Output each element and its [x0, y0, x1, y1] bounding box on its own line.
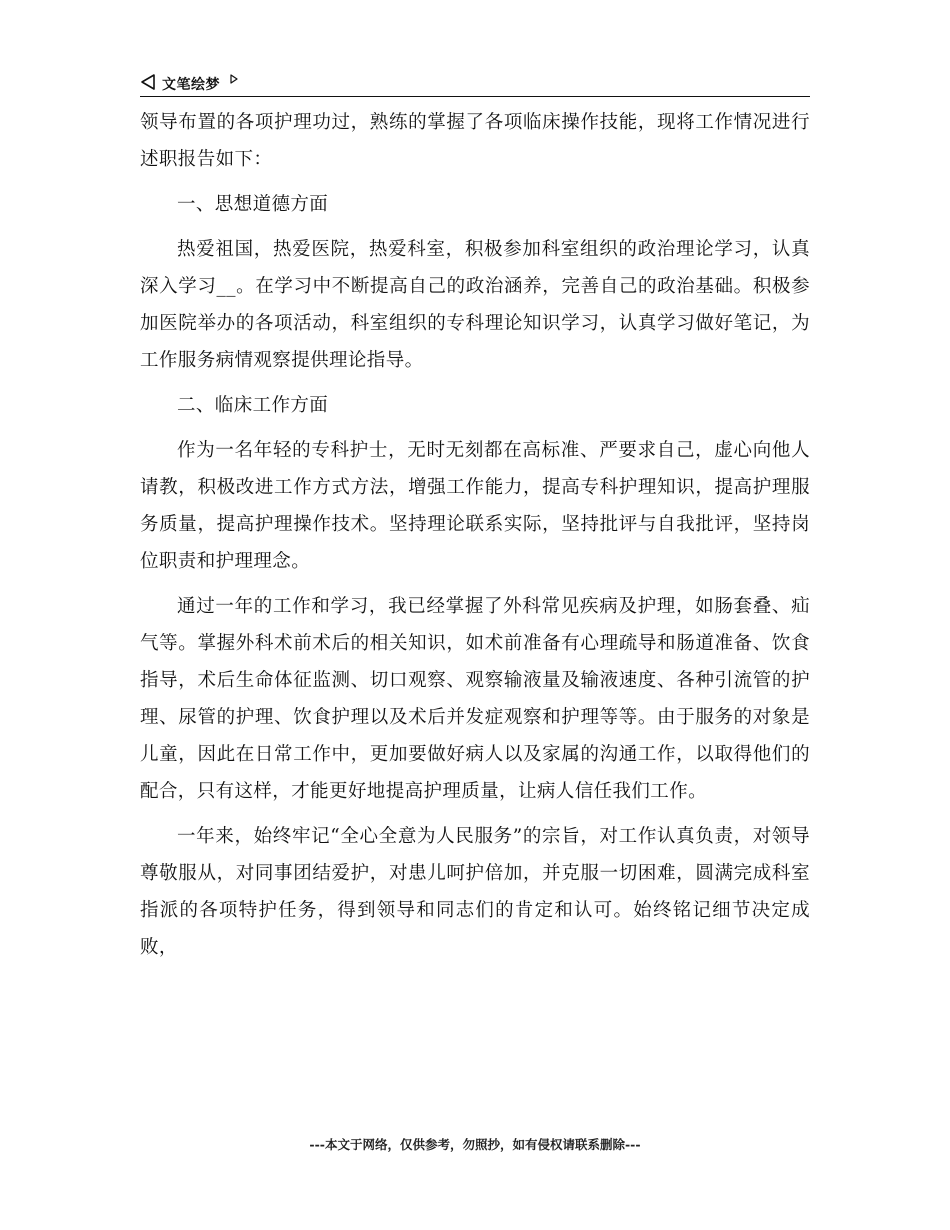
paragraph-ideology: 热爱祖国，热爱医院，热爱科室，积极参加科室组织的政治理论学习，认真深入学习__。在学习中不断提高自己的政治涵养，完善自己的政治基础。积极参加医院举办的各项活动，科室组织的专科理论知识学习，认真学习做好笔记，为工作服务病情观察提供理论指导。 [140, 239, 810, 371]
paragraph-clinical-3: 一年来，始终牢记“全心全意为人民服务”的宗旨，对工作认真负责，对领导尊敬服从，对同事团结爱护，对患儿呵护倍加，并克服一切困难，圆满完成科室指派的各项特护任务，得到领导和同志们的肯定和认可。始终铭记细节决定成败， [140, 826, 810, 958]
paragraph-clinical-2: 通过一年的工作和学习，我已经掌握了外科常见疾病及护理，如肠套叠、疝气等。掌握外科术前术后的相关知识，如术前准备有心理疏导和肠道准备、饮食指导，术后生命体征监测、切口观察、观察输液量及输液速度、各种引流管的护理、尿管的护理、饮食护理以及术后并发症观察和护理等等。由于服务的对象是儿童，因此在日常工作中，更加要做好病人以及家属的沟通工作，以取得他们的配合，只有这样，才能更好地提高护理质量，让病人信任我们工作。 [140, 596, 810, 802]
document-body [140, 104, 810, 974]
paragraph-clinical-1: 作为一名年轻的专科护士，无时无刻都在高标准、严要求自己，虚心向他人请教，积极改进工作方式方法，增强工作能力，提高专科护理知识，提高护理服务质量，提高护理操作技术。坚持理论联系实际，坚持批评与自我批评，坚持岗位职责和护理理念。 [140, 440, 810, 572]
section-heading-ideology: 一、思想道德方面 [177, 194, 329, 215]
section-heading-clinical: 二、临床工作方面 [177, 395, 329, 416]
page-header [140, 70, 810, 97]
paragraph-intro: 领导布置的各项护理功过，熟练的掌握了各项临床操作技能，现将工作情况进行述职报告如下： [140, 112, 810, 170]
header-brand: 文笔绘梦 [162, 77, 220, 93]
footer-notice: ---本文于网络，仅供参考，勿照抄，如有侵权请联系删除--- [309, 1137, 641, 1152]
triangle-left-outline-icon [140, 73, 156, 91]
triangle-right-outline-icon [229, 73, 239, 85]
